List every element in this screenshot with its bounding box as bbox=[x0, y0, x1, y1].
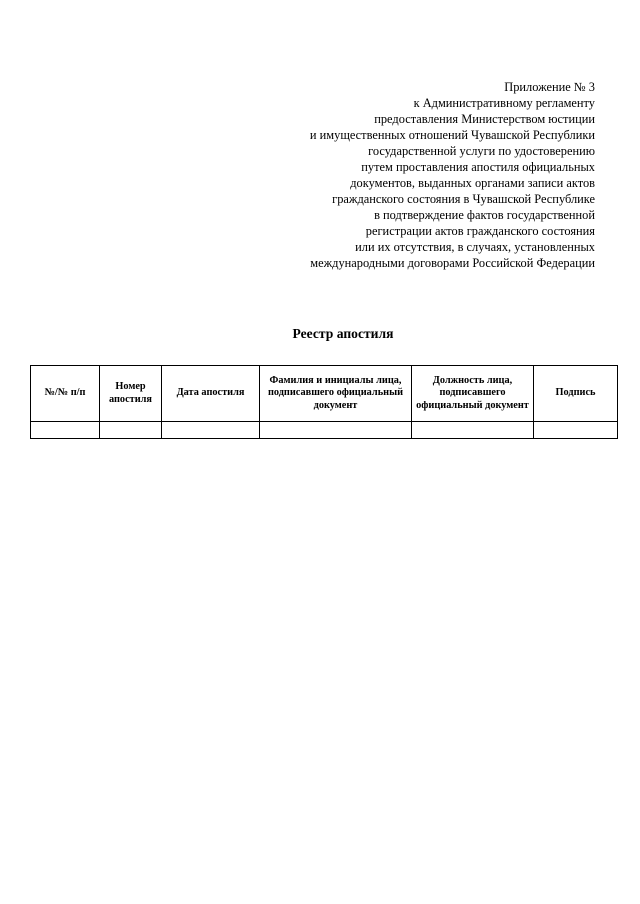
table-cell bbox=[260, 422, 412, 439]
appendix-header bbox=[235, 79, 595, 271]
header-signer-name: Фамилия и инициалы лица, подписавшего официальный документ bbox=[260, 366, 412, 422]
appendix-line: предоставления Министерством юстиции bbox=[374, 112, 595, 126]
table-cell bbox=[31, 422, 100, 439]
table-cell bbox=[100, 422, 162, 439]
appendix-line: гражданского состояния в Чувашской Республике bbox=[332, 192, 595, 206]
table-cell bbox=[534, 422, 618, 439]
appendix-line: международными договорами Российской Федерации bbox=[310, 256, 595, 270]
appendix-line: Приложение № 3 bbox=[504, 80, 595, 94]
appendix-line: документов, выданных органами записи актов bbox=[350, 176, 595, 190]
header-signer-position: Должность лица, подписавшего официальный документ bbox=[412, 366, 534, 422]
header-number: №/№ п/п bbox=[31, 366, 100, 422]
table-cell bbox=[162, 422, 260, 439]
appendix-line: путем проставления апостиля официальных bbox=[361, 160, 595, 174]
appendix-line: или их отсутствия, в случаях, установленных bbox=[355, 240, 595, 254]
table-row bbox=[31, 422, 618, 439]
table-cell bbox=[412, 422, 534, 439]
appendix-line: регистрации актов гражданского состояния bbox=[365, 224, 595, 238]
header-apostille-date: Дата апостиля bbox=[162, 366, 260, 422]
appendix-line: в подтверждение фактов государственной bbox=[374, 208, 595, 222]
header-apostille-number: Номер апостиля bbox=[100, 366, 162, 422]
appendix-line: государственной услуги по удостоверению bbox=[368, 144, 595, 158]
table-header-row bbox=[31, 366, 618, 422]
document-title: Реестр апостиля bbox=[292, 326, 394, 341]
header-signature: Подпись bbox=[534, 366, 618, 422]
appendix-line: и имущественных отношений Чувашской Республики bbox=[309, 128, 595, 142]
appendix-line: к Административному регламенту bbox=[413, 96, 595, 110]
apostille-registry-table bbox=[30, 365, 618, 439]
